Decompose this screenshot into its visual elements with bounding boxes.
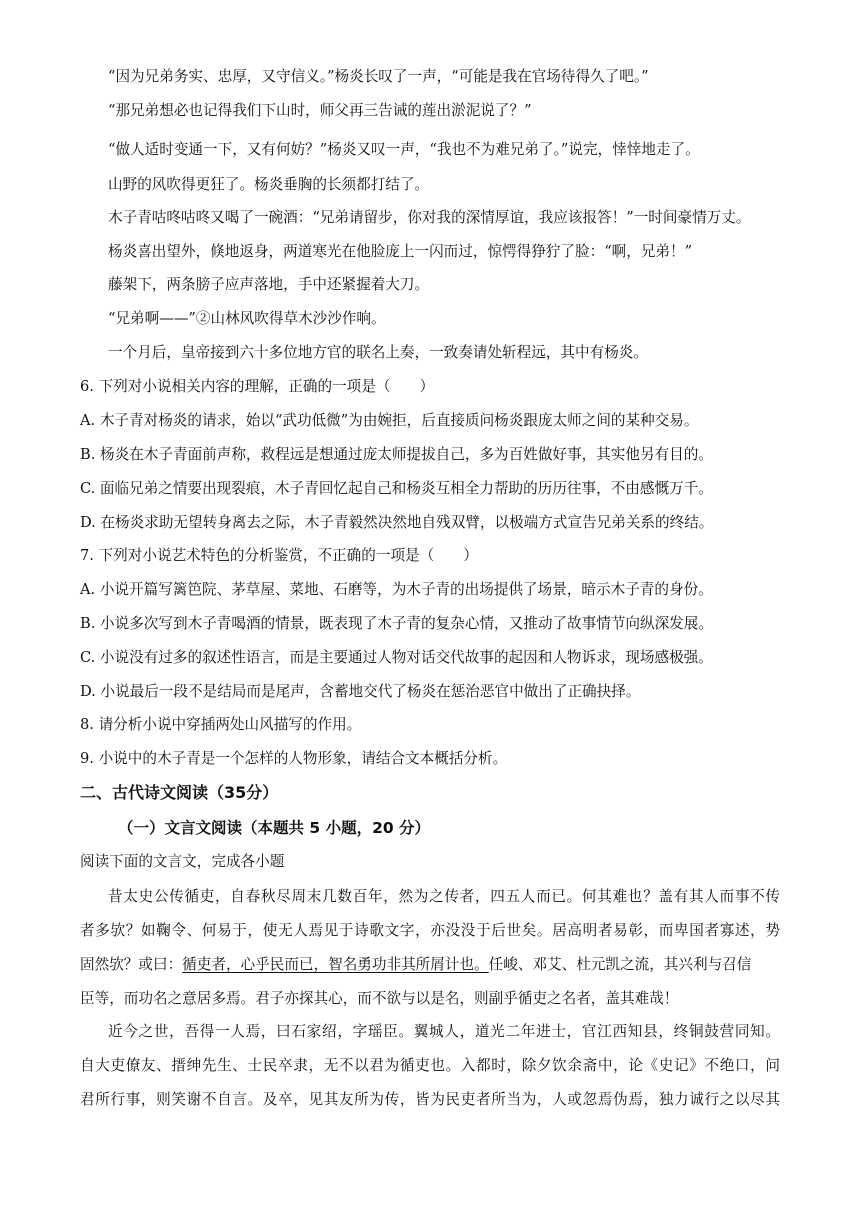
passage-line — [80, 955, 751, 975]
passage-line: 者多欤？如鞠令、何易于，使无人焉见于诗歌文字，亦没没于后世矣。居高明者易彰，而卑国者寡述，势 — [80, 922, 780, 939]
question-8: 8. 请分析小说中穿插两处山风描写的作用。 — [80, 716, 362, 733]
instruction-text: 阅读下面的文言文，完成各小题 — [80, 853, 285, 870]
question-9: 9. 小说中的木子青是一个怎样的人物形象，请结合文本概括分析。 — [80, 750, 508, 767]
story-line: 一个月后，皇帝接到六十多位地方官的联名上奏，一致奏请处斩程远，其中有杨炎。 — [108, 344, 648, 361]
passage-segment: 任峻、邓艾、杜元凯之流，其兴利与召信 — [488, 956, 752, 973]
section-title: 二、古代诗文阅读（35分） — [80, 783, 279, 802]
option-b: B. 小说多次写到木子青喝酒的情景，既表现了木子青的复杂心情，又推动了故事情节向纵深发展。 — [80, 615, 713, 632]
question-7: 7. 下列对小说艺术特色的分析鉴赏，不正确的一项是（ ） — [80, 547, 479, 564]
passage-line: 君所行事，则笑谢不自言。及卒，见其友所为传，皆为民吏者所当为，人或忽焉伪焉，独力诚行之以尽其 — [80, 1091, 780, 1108]
option-d: D. 在杨炎求助无望转身离去之际，木子青毅然决然地自残双臂，以极端方式宣告兄弟关系的终结。 — [80, 514, 714, 531]
story-line: “做人适时变通一下，又有何妨？”杨炎又叹一声，“我也不为难兄弟了。”说完，悻悻地走了。 — [108, 141, 700, 158]
story-line: 木子青咕咚咕咚又喝了一碗酒：“兄弟请留步，你对我的深情厚谊，我应该报答！”一时间豪情万丈。 — [108, 209, 751, 226]
story-line: 藤架下，两条膀子应声落地，手中还紧握着大刀。 — [108, 276, 430, 293]
story-line: 杨炎喜出望外，倏地返身，两道寒光在他脸庞上一闪而过，惊愕得狰狞了脸：“啊，兄弟！” — [108, 243, 693, 260]
passage-line: 自大吏僚友、搢绅先生、士民卒隶，无不以君为循吏也。入都时，除夕饮余斋中，论《史记》不绝口，问 — [80, 1057, 780, 1074]
option-d: D. 小说最后一段不是结局而是尾声，含蓄地交代了杨炎在惩治恶官中做出了正确抉择。 — [80, 683, 641, 700]
story-line: “兄弟啊——”②山林风吹得草木沙沙作响。 — [108, 310, 386, 327]
passage-line: 近今之世，吾得一人焉，曰石家绍，字瑶臣。翼城人，道光二年进士，官江西知县，终铜鼓营同知。 — [108, 1023, 780, 1040]
option-b: B. 杨炎在木子青面前声称，救程远是想通过庞太师提拔自己，多为百姓做好事，其实他另有目的。 — [80, 446, 713, 463]
story-line: “因为兄弟务实、忠厚，又守信义。”杨炎长叹了一声，“可能是我在官场待得久了吧。” — [108, 68, 649, 85]
subsection-title: （一）文言文阅读（本题共 5 小题，20 分） — [118, 819, 431, 837]
option-a: A. 木子青对杨炎的请求，始以“武功低微”为由婉拒，后直接质问杨炎跟庞太师之间的某种交易。 — [80, 412, 699, 429]
question-6: 6. 下列对小说相关内容的理解，正确的一项是（ ） — [80, 378, 435, 395]
option-c: C. 小说没有过多的叙述性语言，而是主要通过人物对话交代故事的起因和人物诉求，现场感极强。 — [80, 649, 713, 666]
option-a: A. 小说开篇写篱笆院、茅草屋、菜地、石磨等，为木子青的出场提供了场景，暗示木子青的身份。 — [80, 581, 713, 598]
story-line: 山野的风吹得更狂了。杨炎垂胸的长须都打结了。 — [108, 176, 430, 193]
option-c: C. 面临兄弟之情要出现裂痕，木子青回忆起自己和杨炎互相全力帮助的历历往事，不由感慨万千。 — [80, 480, 713, 497]
passage-line: 臣等，而功名之意居多焉。君子亦探其心，而不欲与以是名，则副乎循吏之名者，盖其难哉！ — [80, 990, 679, 1007]
underlined-sentence: 循吏者，心乎民而已，智名勇功非其所屑计也。 — [182, 956, 489, 973]
story-line: “那兄弟想必也记得我们下山时，师父再三告诫的莲出淤泥说了？” — [108, 102, 532, 119]
passage-line: 昔太史公传循吏，自春秋尽周末几数百年，然为之传者，四五人而已。何其难也？盖有其人而事不传 — [108, 888, 780, 905]
passage-segment: 固然欤？或曰： — [80, 956, 183, 973]
